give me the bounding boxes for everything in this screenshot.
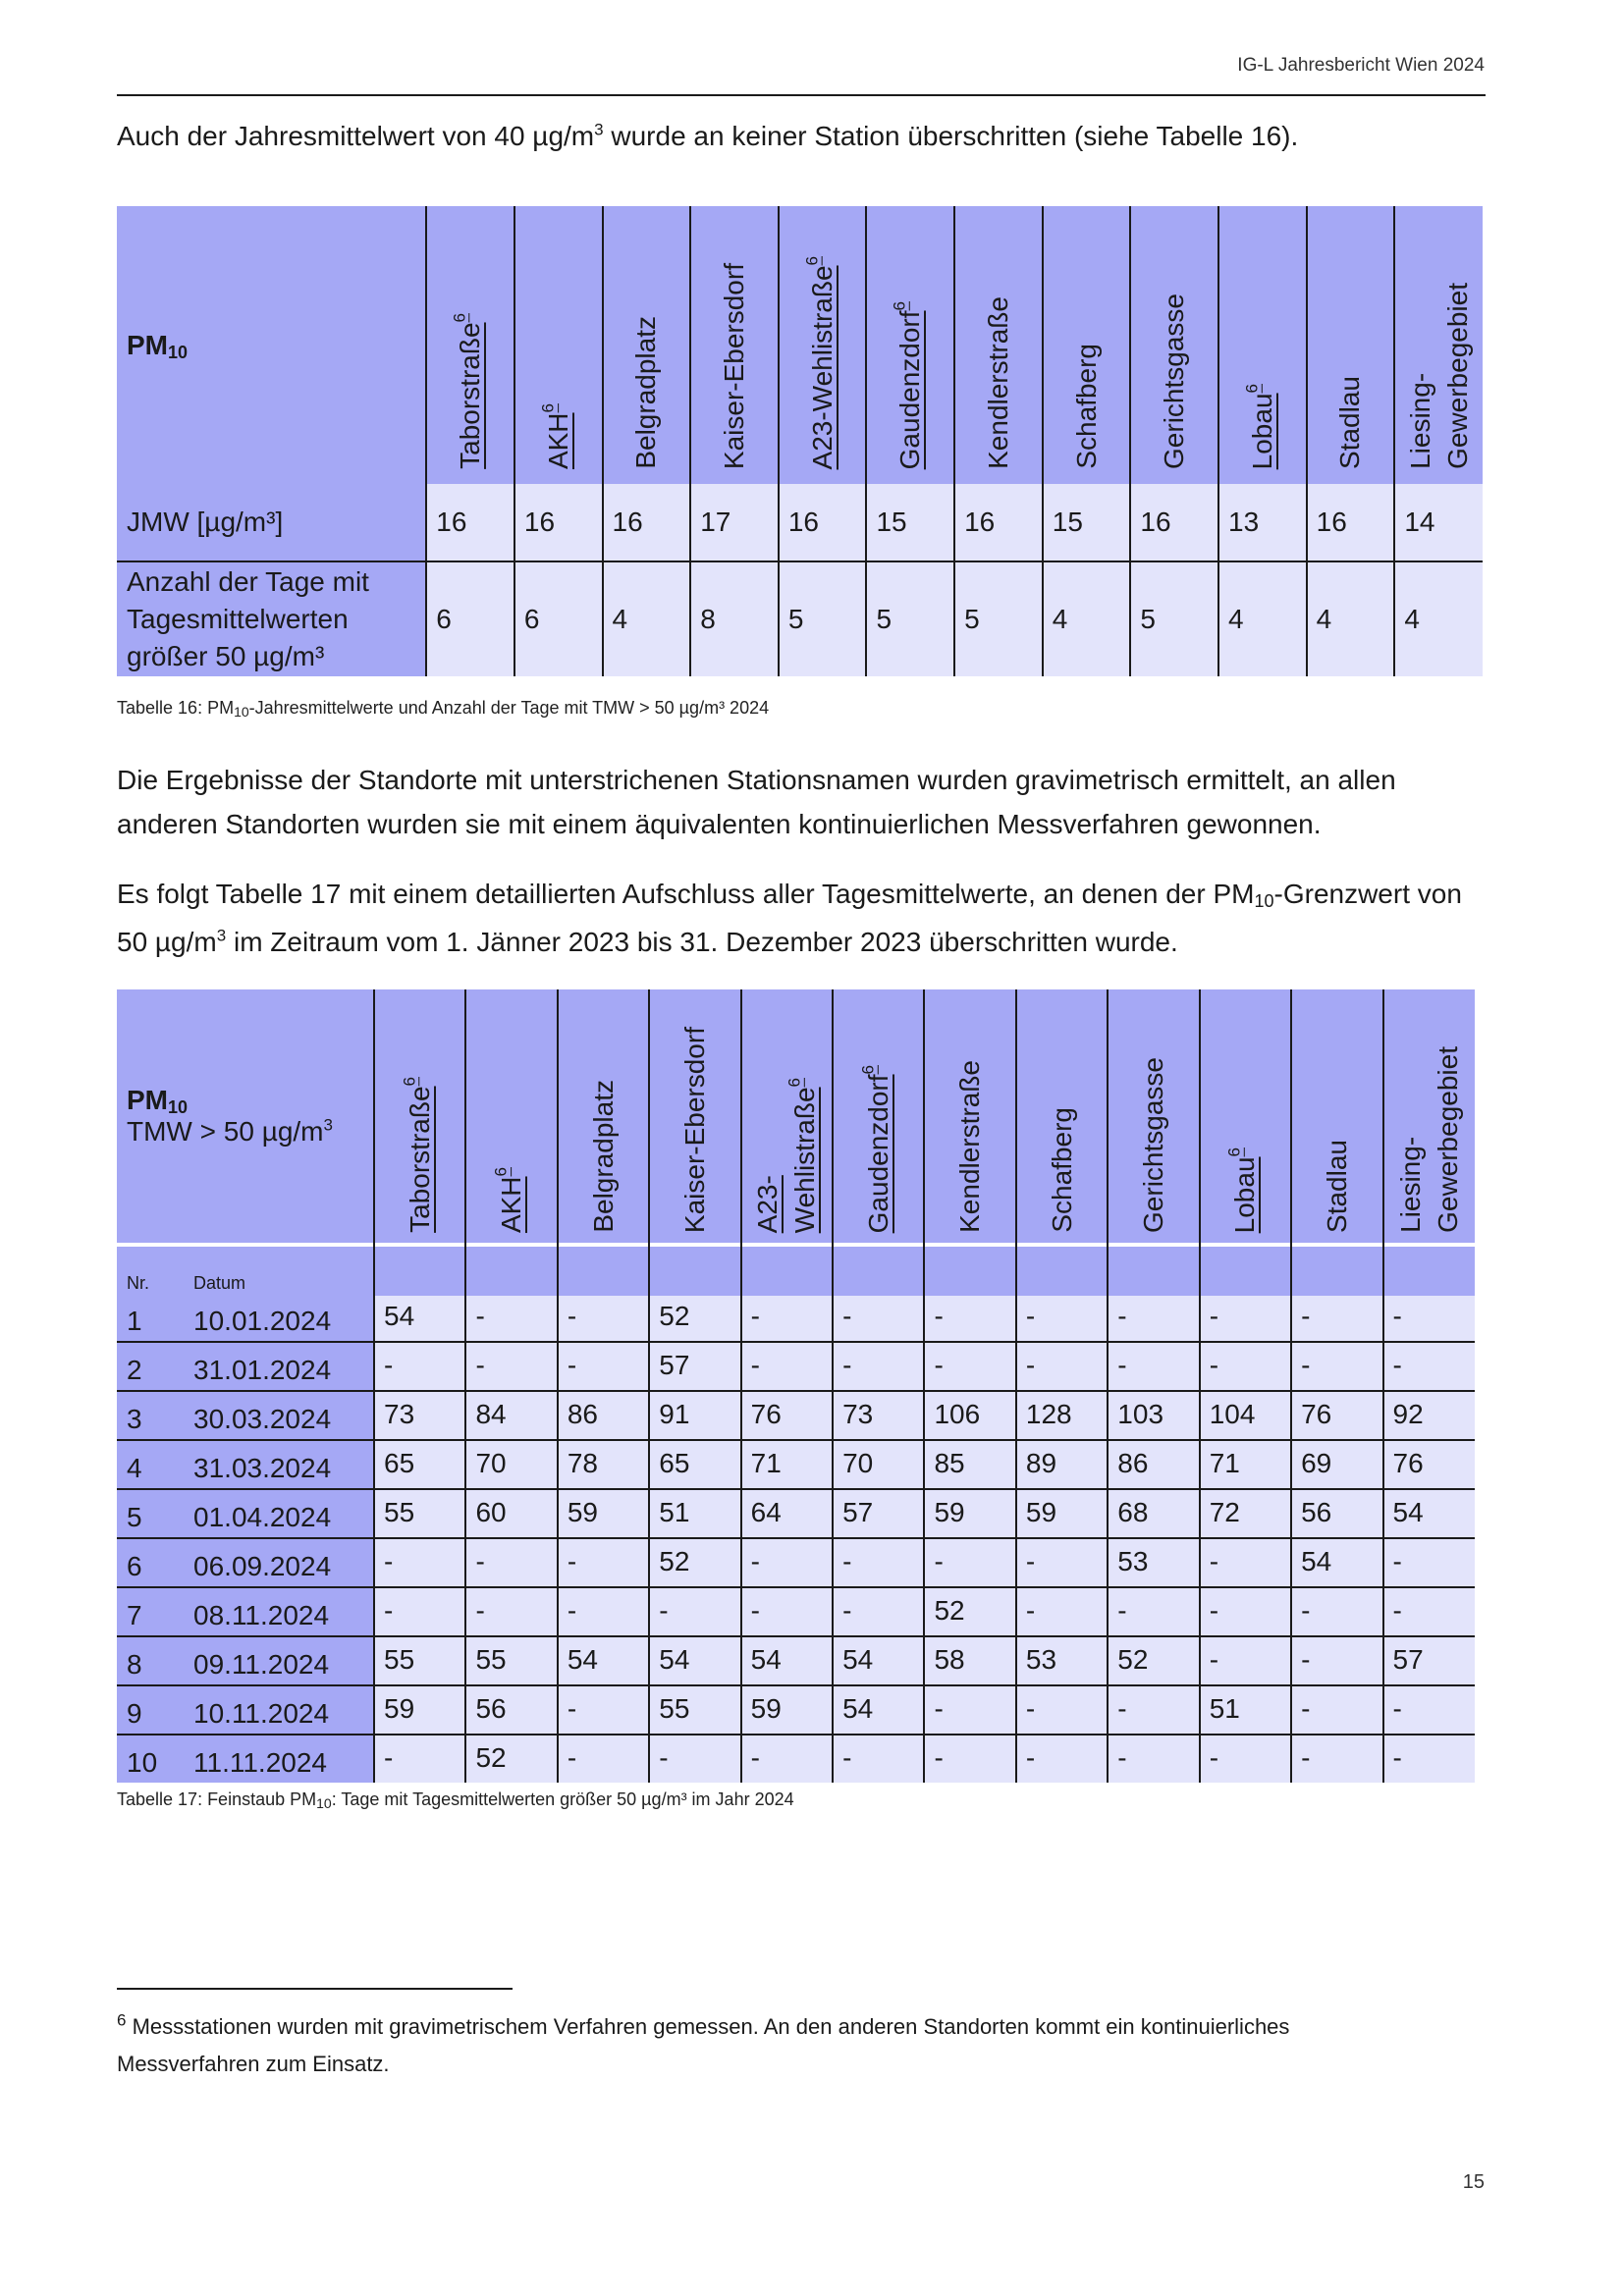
table16-days-cell: 4 (1394, 561, 1483, 676)
table17-value-cell: - (1383, 1538, 1475, 1587)
table-row (117, 1735, 1475, 1783)
table17-value-cell: 51 (1200, 1685, 1291, 1735)
table17-value-cell: - (374, 1342, 465, 1391)
table17-footnote-mark: 6 (491, 1166, 511, 1177)
table17-value-cell: 64 (741, 1489, 833, 1538)
table17-value-cell: - (1200, 1587, 1291, 1636)
table17-value-cell: 58 (924, 1636, 1015, 1685)
table17-station-header (924, 989, 1015, 1243)
table17-value-cell: - (1016, 1293, 1108, 1342)
row-date: 10.01.2024 (191, 1293, 374, 1342)
table17-value-cell: - (1108, 1735, 1199, 1783)
table17-station-header (1108, 989, 1199, 1243)
table16-station-name: Lobau$^6$ (1242, 383, 1277, 469)
table-row (117, 1342, 1475, 1391)
table17-station-header (741, 989, 833, 1243)
table17-value-cell: - (924, 1735, 1015, 1783)
table17-value-cell: - (1291, 1735, 1382, 1783)
page-number: 15 (1462, 2171, 1485, 2193)
table-row (117, 1587, 1475, 1636)
table17-value-cell: - (558, 1735, 649, 1783)
table17-value-cell: - (833, 1293, 924, 1342)
table17-value-cell: - (1291, 1636, 1382, 1685)
table17-subheader-empty (649, 1247, 740, 1297)
table17-value-cell: - (1383, 1342, 1475, 1391)
table17-station-header (558, 989, 649, 1243)
table17-subheader-empty (558, 1247, 649, 1297)
table17-station-name: AKH$^6$ (491, 1166, 527, 1233)
table16-days-cell: 4 (1218, 561, 1307, 676)
footnote (117, 2008, 1393, 2083)
table16-days-cell: 5 (1130, 561, 1218, 676)
table17-station-name: Schafberg (1046, 1107, 1077, 1233)
table17-station-name: Kaiser-Ebersdorf (678, 1026, 710, 1233)
table17-value-cell: 57 (1383, 1636, 1475, 1685)
table17-value-cell: - (924, 1685, 1015, 1735)
table17-value-cell: - (1016, 1587, 1108, 1636)
table17-value-cell: 54 (1383, 1489, 1475, 1538)
table17-col-datum: Datum (191, 1247, 374, 1297)
table16-station-name: Schafberg (1070, 344, 1102, 469)
table17-value-cell: 56 (1291, 1489, 1382, 1538)
row-number: 9 (117, 1685, 191, 1735)
table17-value-cell: 51 (649, 1489, 740, 1538)
row-number: 4 (117, 1440, 191, 1489)
table16-jmw-cell: 14 (1394, 484, 1483, 561)
table17-value-cell: - (558, 1685, 649, 1735)
table17-station-header (833, 989, 924, 1243)
footnote-rule (117, 1988, 513, 1990)
table16-footnote-mark: 6 (450, 313, 469, 323)
table17-station-header (1383, 989, 1475, 1243)
table17-value-cell: 54 (741, 1636, 833, 1685)
table17-station-header (1016, 989, 1108, 1243)
table16-jmw-cell: 16 (426, 484, 514, 561)
table17-value-cell: - (1383, 1293, 1475, 1342)
table17-value-cell: 55 (374, 1489, 465, 1538)
table17-value-cell: 53 (1016, 1636, 1108, 1685)
table17-value-cell: 65 (374, 1440, 465, 1489)
table16-footnote-mark: 6 (802, 255, 822, 265)
table16-jmw-cell: 16 (779, 484, 867, 561)
table17-value-cell: - (833, 1735, 924, 1783)
table17-corner: PM10 TMW > 50 $\mu g/m^3$ (117, 989, 374, 1243)
table17-value-cell: 54 (833, 1636, 924, 1685)
table17-value-cell: 57 (649, 1342, 740, 1391)
table16-station-name: Liesing- Gewerbegebiet (1404, 283, 1473, 469)
table17-subheader-empty (1291, 1247, 1382, 1297)
table17-value-cell: - (1383, 1685, 1475, 1735)
table16-days-cell: 4 (603, 561, 691, 676)
table-row (117, 1636, 1475, 1685)
table17-value-cell: - (558, 1538, 649, 1587)
table17-value-cell: 69 (1291, 1440, 1382, 1489)
table16-days-cell: 4 (1043, 561, 1131, 676)
table17-subheader-empty (833, 1247, 924, 1297)
table-row (117, 1440, 1475, 1489)
table17-value-cell: - (1108, 1587, 1199, 1636)
table17-value-cell: - (374, 1538, 465, 1587)
table17-value-cell: 76 (741, 1391, 833, 1440)
table16-station-header (866, 206, 954, 484)
para1-text: Auch der Jahresmittelwert von 40 µg/m (117, 121, 595, 151)
table17-station-name: Gaudenzdorf$^6$ (858, 1064, 893, 1233)
table17-station-header (374, 989, 465, 1243)
para1-sup: 3 (594, 120, 604, 139)
table16-days-cell: 6 (426, 561, 514, 676)
row-date: 31.01.2024 (191, 1342, 374, 1391)
table17-subheader-empty (924, 1247, 1015, 1297)
table17-station-header (1200, 989, 1291, 1243)
table17-value-cell: - (833, 1342, 924, 1391)
table17-subheader-empty (1200, 1247, 1291, 1297)
table17-footnote-mark: 6 (785, 1077, 805, 1088)
table17-value-cell: 57 (833, 1489, 924, 1538)
table17-col-nr: Nr. (117, 1247, 191, 1297)
table16-jmw-cell: 16 (954, 484, 1043, 561)
table16-station-header (779, 206, 867, 484)
table17-station-name: Stadlau (1321, 1140, 1352, 1233)
table17-value-cell: 60 (465, 1489, 557, 1538)
table16-station-name: Belgradplatz (630, 316, 662, 469)
table17-value-cell: - (1016, 1342, 1108, 1391)
table17-subheader-empty (741, 1247, 833, 1297)
table17-value-cell: - (1108, 1685, 1199, 1735)
table16-jmw-cell: 16 (1130, 484, 1218, 561)
table17-value-cell: - (1016, 1685, 1108, 1735)
table-row (117, 1391, 1475, 1440)
row-date: 09.11.2024 (191, 1636, 374, 1685)
table-16 (117, 206, 1483, 676)
row-number: 5 (117, 1489, 191, 1538)
table17-value-cell: 65 (649, 1440, 740, 1489)
table16-days-cell: 4 (1307, 561, 1395, 676)
row-number: 7 (117, 1587, 191, 1636)
table17-value-cell: - (741, 1538, 833, 1587)
table17-value-cell: - (1108, 1293, 1199, 1342)
table16-station-name: A23-Wehlistraße$^6$ (802, 255, 838, 469)
row-number: 2 (117, 1342, 191, 1391)
table17-value-cell: 54 (649, 1636, 740, 1685)
table17-value-cell: - (1291, 1685, 1382, 1735)
table17-value-cell: - (465, 1587, 557, 1636)
table17-value-cell: - (833, 1587, 924, 1636)
table16-jmw-cell: 16 (514, 484, 603, 561)
table17-subheader-empty (1383, 1247, 1475, 1297)
table16-caption: Tabelle 16: PM10-Jahresmittelwerte und Anzahl der Tage mit TMW > 50 µg/m³ 2024 (117, 698, 770, 720)
table17-value-cell: 70 (833, 1440, 924, 1489)
table17-footnote-mark: 6 (400, 1077, 419, 1087)
table16-footnote-mark: 6 (890, 300, 909, 311)
table17-value-cell: - (649, 1587, 740, 1636)
table16-row-label-days: Anzahl der Tage mit Tagesmittelwerten größer 50 µg/m³ (117, 561, 426, 676)
table17-value-cell: - (741, 1735, 833, 1783)
table17-value-cell: 56 (465, 1685, 557, 1735)
table17-value-cell: 71 (741, 1440, 833, 1489)
table17-value-cell: - (1291, 1342, 1382, 1391)
table17-value-cell: - (1200, 1538, 1291, 1587)
table17-value-cell: - (1200, 1342, 1291, 1391)
header-rule (117, 94, 1486, 96)
table16-station-name: Gaudenzdorf$^6$ (890, 300, 926, 469)
table17-caption: Tabelle 17: Feinstaub PM10: Tage mit Tagesmittelwerten größer 50 µg/m³ im Jahr 2024 (117, 1789, 794, 1811)
table16-days-cell: 5 (779, 561, 867, 676)
table17-value-cell: 72 (1200, 1489, 1291, 1538)
table17-value-cell: - (558, 1293, 649, 1342)
table17-value-cell: 103 (1108, 1391, 1199, 1440)
table16-station-header (1307, 206, 1395, 484)
table17-value-cell: - (924, 1342, 1015, 1391)
row-number: 3 (117, 1391, 191, 1440)
table17-value-cell: - (924, 1538, 1015, 1587)
table16-station-name: Kaiser-Ebersdorf (719, 262, 749, 469)
table16-station-header (690, 206, 779, 484)
table17-footnote-mark: 6 (1225, 1147, 1245, 1157)
table17-value-cell: - (465, 1293, 557, 1342)
table17-value-cell: - (1108, 1342, 1199, 1391)
table17-value-cell: - (558, 1342, 649, 1391)
table17-station-name: Liesing- Gewerbegebiet (1394, 1046, 1463, 1233)
table17-value-cell: 59 (374, 1685, 465, 1735)
table17-value-cell: 76 (1291, 1391, 1382, 1440)
table16-jmw-cell: 15 (866, 484, 954, 561)
table17-value-cell: - (924, 1293, 1015, 1342)
table16-days-cell: 6 (514, 561, 603, 676)
table17-value-cell: - (1016, 1735, 1108, 1783)
running-header: IG-L Jahresbericht Wien 2024 (1237, 55, 1485, 76)
table17-value-cell: 55 (374, 1636, 465, 1685)
table17-value-cell: 52 (1108, 1636, 1199, 1685)
table17-station-name: Taborstraße$^6$ (400, 1077, 435, 1233)
row-date: 31.03.2024 (191, 1440, 374, 1489)
table17-subheader-empty (374, 1247, 465, 1297)
table17-value-cell: 59 (558, 1489, 649, 1538)
table17-station-name: Kendlerstraße (954, 1060, 986, 1233)
table17-value-cell: - (465, 1538, 557, 1587)
table17-value-cell: 59 (741, 1685, 833, 1735)
table17-value-cell: - (374, 1735, 465, 1783)
table16-days-cell: 8 (690, 561, 779, 676)
footnote-mark: 6 (117, 2010, 127, 2030)
table16-row-label-jmw: JMW [µg/m³] (117, 484, 426, 561)
row-date: 01.04.2024 (191, 1489, 374, 1538)
table17-value-cell: 52 (924, 1587, 1015, 1636)
table17-value-cell: - (1200, 1293, 1291, 1342)
table17-value-cell: - (1291, 1293, 1382, 1342)
table16-days-cell: 5 (954, 561, 1043, 676)
row-date: 10.11.2024 (191, 1685, 374, 1735)
table17-value-cell: 68 (1108, 1489, 1199, 1538)
table17-value-cell: - (741, 1342, 833, 1391)
table17-value-cell: 76 (1383, 1440, 1475, 1489)
table17-value-cell: - (833, 1538, 924, 1587)
table17-subheader-empty (1016, 1247, 1108, 1297)
table17-value-cell: - (741, 1587, 833, 1636)
table17-value-cell: 86 (1108, 1440, 1199, 1489)
table16-footnote-mark: 6 (538, 402, 558, 413)
table16-jmw-cell: 13 (1218, 484, 1307, 561)
table17-value-cell: - (741, 1293, 833, 1342)
table16-station-header (1394, 206, 1483, 484)
table17-value-cell: - (374, 1587, 465, 1636)
table17-value-cell: 91 (649, 1391, 740, 1440)
table17-footnote-mark: 6 (858, 1064, 878, 1075)
table16-station-name: Taborstraße$^6$ (450, 313, 486, 469)
table16-station-name: AKH$^6$ (538, 402, 573, 469)
table17-value-cell: 54 (558, 1636, 649, 1685)
table17-subheader-empty (465, 1247, 557, 1297)
table17-station-name: Gerichtsgasse (1138, 1057, 1168, 1233)
table17-value-cell: 92 (1383, 1391, 1475, 1440)
table-row (117, 1538, 1475, 1587)
table17-value-cell: 52 (649, 1538, 740, 1587)
row-date: 06.09.2024 (191, 1538, 374, 1587)
table17-value-cell: 55 (649, 1685, 740, 1735)
table17-station-header (465, 989, 557, 1243)
table17-subheader-empty (1108, 1247, 1199, 1297)
table16-station-name: Stadlau (1334, 376, 1366, 469)
table16-station-name: Kendlerstraße (982, 296, 1013, 469)
table17-station-name: Lobau$^6$ (1225, 1147, 1261, 1233)
table17-value-cell: 52 (649, 1293, 740, 1342)
table17-value-cell: 106 (924, 1391, 1015, 1440)
table16-footnote-mark: 6 (1242, 383, 1262, 394)
table17-value-cell: 52 (465, 1735, 557, 1783)
table16-station-header (426, 206, 514, 484)
table16-station-header (1130, 206, 1218, 484)
table17-value-cell: 53 (1108, 1538, 1199, 1587)
table16-station-header (1218, 206, 1307, 484)
row-number: 10 (117, 1735, 191, 1783)
row-date: 30.03.2024 (191, 1391, 374, 1440)
table17-value-cell: 128 (1016, 1391, 1108, 1440)
table17-value-cell: 73 (833, 1391, 924, 1440)
table17-value-cell: 104 (1200, 1391, 1291, 1440)
table17-value-cell: 71 (1200, 1440, 1291, 1489)
row-number: 1 (117, 1293, 191, 1342)
table16-station-header (1043, 206, 1131, 484)
table-row (117, 1685, 1475, 1735)
table17-value-cell: - (649, 1735, 740, 1783)
table17-value-cell: 84 (465, 1391, 557, 1440)
table16-jmw-cell: 16 (603, 484, 691, 561)
table16-jmw-cell: 17 (690, 484, 779, 561)
row-number: 8 (117, 1636, 191, 1685)
footnote-text: Messstationen wurden mit gravimetrischem Verfahren gemessen. An den anderen Standorten kommt ein kontinuierliches Messverfahren zum Einsatz. (117, 2014, 1290, 2076)
row-date: 08.11.2024 (191, 1587, 374, 1636)
table16-station-header (514, 206, 603, 484)
table17-value-cell: 86 (558, 1391, 649, 1440)
table16-station-name: Gerichtsgasse (1159, 294, 1190, 469)
table16-station-header (954, 206, 1043, 484)
table17-station-header (1291, 989, 1382, 1243)
paragraph-gravimetric: Die Ergebnisse der Standorte mit unterstrichenen Stationsnamen wurden gravimetrisch ermittelt, an allen anderen Standorten wurden sie mit einem äquivalenten kontinuierlichen Messverfahren gewonnen. (117, 765, 1396, 839)
paragraph-table17-intro: Es folgt Tabelle 17 mit einem detaillierten Aufschluss aller Tagesmittelwerte, an denen der PM10-Grenzwert von 50 $\mu g/m^3$ im Zeitraum vom 1. Jänner 2023 bis 31. Dezember 2023 überschritten wurde. (117, 879, 1462, 957)
table17-value-cell: 85 (924, 1440, 1015, 1489)
table17-value-cell: 70 (465, 1440, 557, 1489)
intro-paragraph (117, 114, 1491, 158)
table17-value-cell: - (1200, 1735, 1291, 1783)
table17-station-header (649, 989, 740, 1243)
table16-corner: PM10 (117, 206, 426, 484)
table17-value-cell: - (1016, 1538, 1108, 1587)
table17-station-name: Belgradplatz (587, 1080, 619, 1233)
table17-value-cell: - (465, 1342, 557, 1391)
table17-value-cell: 59 (924, 1489, 1015, 1538)
table17-value-cell: - (558, 1587, 649, 1636)
table17-value-cell: 54 (1291, 1538, 1382, 1587)
table-17 (117, 989, 1475, 1783)
table17-value-cell: 54 (374, 1293, 465, 1342)
para1-text-end: wurde an keiner Station überschritten (siehe Tabelle 16). (603, 121, 1299, 151)
table17-station-name: A23- Wehlistraße$^6$ (752, 1077, 821, 1233)
table17-value-cell: 54 (833, 1685, 924, 1735)
table17-value-cell: - (1200, 1636, 1291, 1685)
table17-value-cell: 59 (1016, 1489, 1108, 1538)
table16-days-cell: 5 (866, 561, 954, 676)
table16-jmw-cell: 15 (1043, 484, 1131, 561)
table17-value-cell: - (1383, 1735, 1475, 1783)
table16-jmw-cell: 16 (1307, 484, 1395, 561)
row-number: 6 (117, 1538, 191, 1587)
table-row (117, 1489, 1475, 1538)
row-date: 11.11.2024 (191, 1735, 374, 1783)
table-row (117, 1293, 1475, 1342)
table17-value-cell: - (1291, 1587, 1382, 1636)
table16-station-header (603, 206, 691, 484)
table17-value-cell: 78 (558, 1440, 649, 1489)
table17-value-cell: 73 (374, 1391, 465, 1440)
table17-value-cell: - (1383, 1587, 1475, 1636)
table17-value-cell: 89 (1016, 1440, 1108, 1489)
table17-value-cell: 55 (465, 1636, 557, 1685)
